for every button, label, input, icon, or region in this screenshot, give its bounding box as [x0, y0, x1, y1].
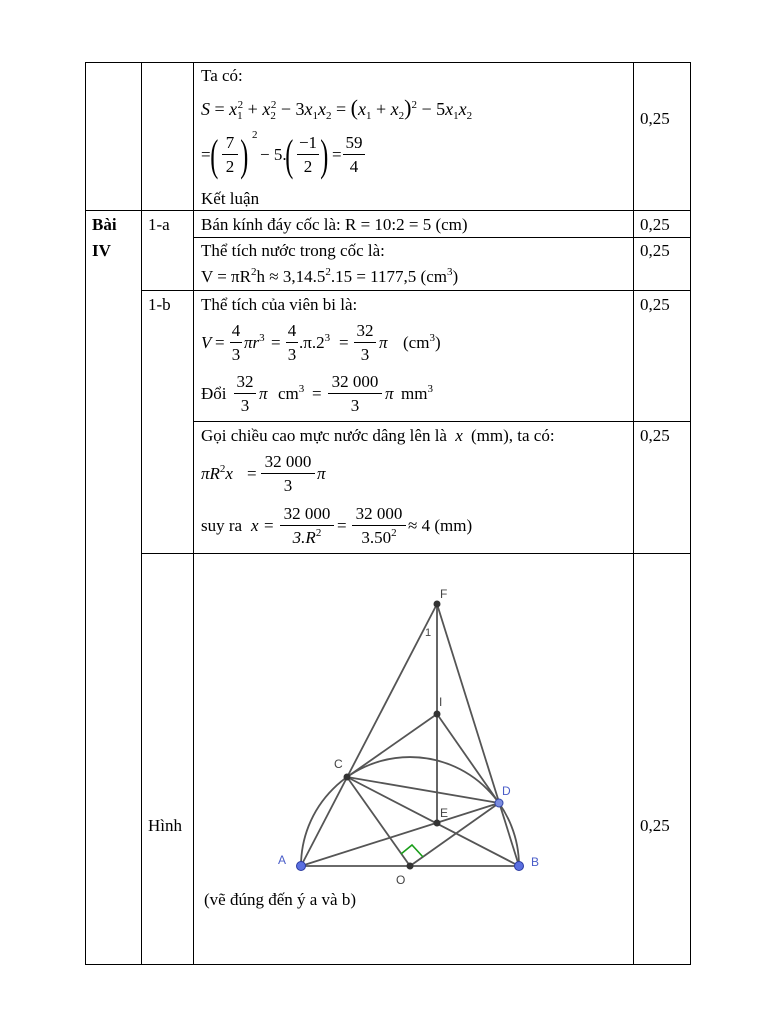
paren-close-1: ) — [240, 131, 249, 180]
paren-open-1: ( — [210, 131, 219, 180]
suy-ra-label: suy ra — [201, 516, 243, 535]
hinh-label: Hình — [148, 816, 182, 835]
label-B: B — [531, 855, 540, 869]
pi-symbol-d: π — [317, 464, 326, 483]
segment-FB — [437, 604, 519, 866]
score-hinh: 0,25 — [640, 816, 670, 835]
volume-water-formula: $V = \pi R^2h \approx 3,14.5^2.15 = 1177,5$ $(cm^3)$ — [201, 266, 459, 286]
fraction-32000-3: 32 000 3 — [328, 373, 382, 414]
segment-AF — [301, 604, 437, 866]
figure-caption: (vẽ đúng đến ý a và b) — [204, 890, 357, 909]
point-O — [407, 863, 414, 870]
segment-CB — [347, 777, 519, 866]
unit-cm3-a: $(cm^3)$ — [403, 332, 441, 352]
fraction-32-3-b: 32 3 — [234, 373, 256, 414]
point-B — [515, 862, 524, 871]
eq-v2: = — [271, 333, 281, 352]
pi-symbol-c: π — [385, 384, 394, 403]
point-E — [434, 820, 441, 827]
eq-rise-1: = — [247, 464, 257, 483]
point-I — [434, 711, 441, 718]
pi-r2-x: $\pi R^2x$ — [201, 463, 233, 483]
segment-CI — [347, 714, 437, 777]
score-row1: 0,25 — [640, 109, 670, 128]
score-1b: 0,25 — [640, 295, 670, 314]
row-divider-5 — [141, 553, 691, 554]
segment-OD — [410, 803, 499, 866]
eq-rise-3: = — [337, 516, 347, 535]
label-C: C — [334, 757, 343, 771]
fraction-7-2: 7 2 — [222, 134, 238, 175]
part-1a: 1-a — [148, 215, 170, 234]
row-divider-1 — [85, 210, 691, 211]
col-divider-2 — [193, 62, 194, 965]
intro-text: Ta có: — [201, 66, 243, 85]
fraction-4-3-b: 4 3 — [287, 321, 297, 364]
fraction-59-4: 59 4 — [343, 134, 365, 175]
label-O: O — [396, 873, 406, 887]
segment-ID — [437, 714, 499, 803]
volume-ball-title: Thể tích của viên bi là: — [201, 295, 358, 314]
col-divider-3 — [633, 62, 634, 965]
water-rise-title: Gọi chiều cao mực nước dâng lên là x (mm), ta có: — [201, 426, 555, 445]
point-F — [434, 601, 441, 608]
row-divider-3 — [141, 290, 691, 291]
x-symbol: x — [251, 516, 259, 535]
bai-label: Bài — [92, 215, 117, 234]
unit-mm3: $mm^3$ — [401, 383, 433, 403]
label-F: F — [440, 587, 448, 601]
eq-rise-2: = — [264, 516, 274, 535]
score-1b-2: 0,25 — [640, 426, 670, 445]
pi-two-cubed: $.\pi.2^3$ — [299, 332, 331, 352]
fraction-32000-3R2: 32 000 $3.R^2$ — [280, 505, 334, 546]
table-border-bottom — [85, 964, 691, 965]
conclusion-text: Kết luận — [201, 189, 260, 208]
doi-label: Đổi — [201, 384, 227, 403]
label-E: E — [440, 806, 449, 820]
paren-close-2: ) — [320, 131, 329, 180]
table-border-right — [690, 62, 691, 965]
minus-five: − 5. — [260, 145, 287, 164]
col-divider-1 — [141, 62, 142, 965]
segment-AD — [301, 803, 499, 866]
point-C — [344, 774, 351, 781]
part-1b: 1-b — [148, 295, 171, 314]
table-border-top — [85, 62, 691, 63]
eq-sign-1: = — [201, 145, 211, 164]
approx-result: ≈ 4 (mm) — [408, 516, 473, 535]
fraction-32-3-a: 32 3 — [354, 322, 376, 363]
eq-v1: = — [215, 333, 225, 352]
label-angle-1: 1 — [425, 627, 432, 639]
v-symbol: V — [201, 333, 212, 352]
segment-CO — [347, 777, 410, 866]
bai-number: IV — [92, 241, 111, 260]
label-A: A — [278, 853, 287, 867]
label-D: D — [502, 784, 511, 798]
radius-text: Bán kính đáy cốc là: R = 10:2 = 5 (cm) — [201, 215, 468, 234]
paren-open-2: ( — [285, 131, 294, 180]
fraction-32000-3-50sq: 32 000 3.50$^2$ — [352, 505, 406, 546]
table-border-left — [85, 62, 86, 965]
segment-CD — [347, 777, 499, 803]
label-I: I — [439, 695, 443, 709]
unit-cm3-b: $cm^3$ — [278, 383, 305, 403]
fraction-4-3-a: 4 3 — [231, 321, 241, 364]
pi-symbol-a: π — [379, 333, 388, 352]
fraction-32000-3-b: 32 000 3 — [261, 453, 315, 494]
eq-doi: = — [312, 384, 322, 403]
score-1a: 0,25 — [640, 215, 670, 234]
eq-sign-2: = — [332, 145, 342, 164]
point-A — [297, 862, 306, 871]
score-1a-2: 0,25 — [640, 241, 670, 260]
volume-water-title: Thể tích nước trong cốc là: — [201, 241, 385, 260]
row-divider-2 — [193, 237, 691, 238]
pi-symbol-b: π — [259, 384, 268, 403]
pi-r-cubed: $\pi r^3$ — [244, 332, 265, 352]
fraction-neg1-2: −1 2 — [298, 133, 318, 176]
point-D — [495, 799, 503, 807]
formula-s-line: $S = x_1^2 + x_2^2 - 3x_1x_2 = (x_1 + x_2)^2 - 5x_1x_2$ — [201, 95, 473, 122]
exponent-2: 2 — [252, 129, 258, 141]
eq-v3: = — [339, 333, 349, 352]
right-angle-mark — [401, 845, 423, 857]
semicircle-arc — [301, 757, 519, 866]
row-divider-4 — [193, 421, 691, 422]
